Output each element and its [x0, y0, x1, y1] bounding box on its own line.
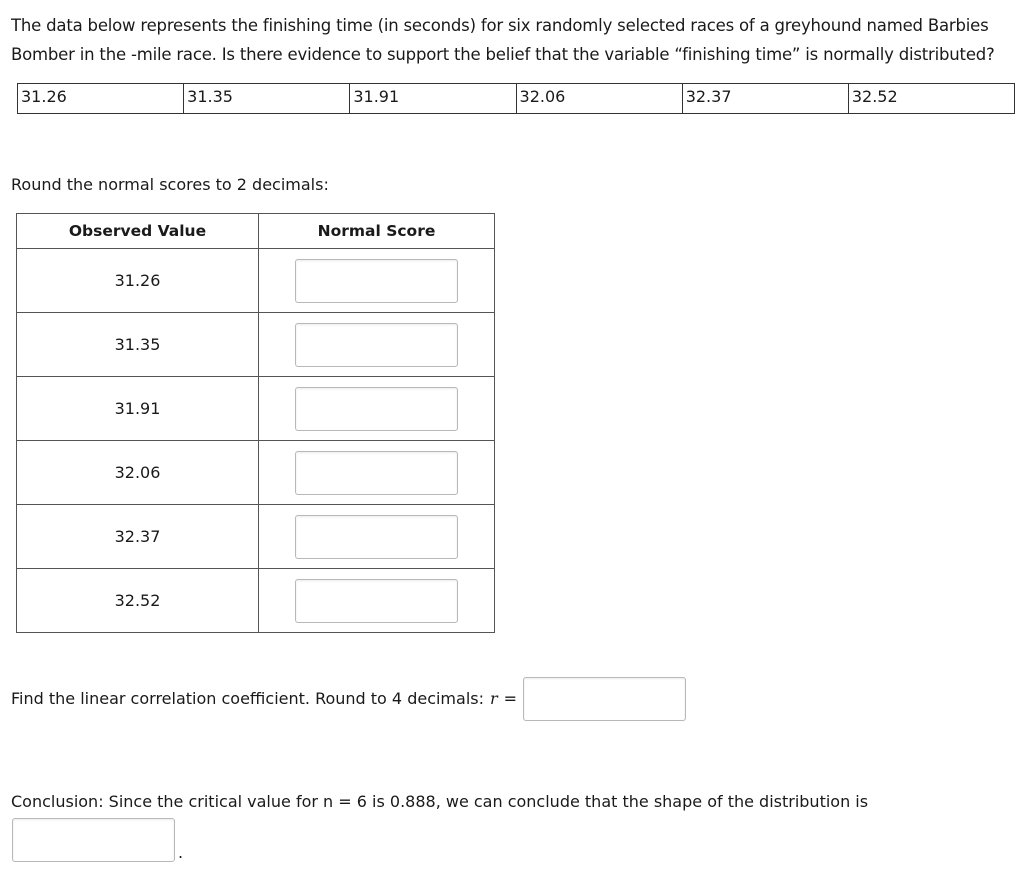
correlation-line [11, 677, 686, 720]
conclusion-input[interactable] [12, 818, 175, 862]
normal-scores-table [16, 213, 495, 633]
data-values-row [17, 83, 1015, 114]
normal-score-input[interactable] [295, 579, 458, 623]
data-value-cell: 32.37 [683, 84, 849, 113]
question-text: The data below represents the finishing time (in seconds) for six randomly selected races of a greyhound named Barbies Bomber in the -mile race. Is there evidence to support the belief that the variable “finishing time” is normally distributed? [11, 16, 995, 64]
data-value-cell: 32.52 [851, 87, 898, 106]
data-value-cell: 32.06 [517, 84, 683, 113]
equals-sign: = [503, 689, 518, 708]
conclusion-answer [12, 818, 183, 862]
table-row [17, 313, 495, 377]
normal-score-input[interactable] [295, 387, 458, 431]
table-header-row [17, 214, 495, 249]
correlation-prompt: Find the linear correlation coefficient. Round to 4 decimals: [11, 689, 484, 708]
data-value-cell: 31.26 [18, 84, 184, 113]
normal-score-cell [259, 313, 495, 377]
table-row [17, 441, 495, 505]
normal-score-input[interactable] [295, 259, 458, 303]
table-row [17, 569, 495, 633]
data-value-cell: 31.91 [350, 84, 516, 113]
observed-value: 32.37 [17, 505, 259, 569]
observed-value: 31.91 [17, 377, 259, 441]
conclusion-text: Conclusion: Since the critical value for n = 6 is 0.888, we can conclude that the shape of the distribution is [11, 792, 869, 811]
correlation-input[interactable] [523, 677, 686, 721]
normal-score-header: Normal Score [259, 214, 495, 249]
observed-value: 32.06 [17, 441, 259, 505]
table-row [17, 377, 495, 441]
normal-score-cell [259, 249, 495, 313]
observed-value: 31.35 [17, 313, 259, 377]
normal-score-input[interactable] [295, 515, 458, 559]
table-row [17, 505, 495, 569]
observed-value: 32.52 [17, 569, 259, 633]
observed-value: 31.26 [17, 249, 259, 313]
conclusion-period: . [178, 843, 184, 862]
r-variable: r [490, 689, 498, 708]
normal-score-cell [259, 377, 495, 441]
data-value-cell: 31.35 [184, 84, 350, 113]
normal-score-cell [259, 441, 495, 505]
normal-score-input[interactable] [295, 323, 458, 367]
normal-score-input[interactable] [295, 451, 458, 495]
table-row [17, 249, 495, 313]
normal-score-cell [259, 505, 495, 569]
normal-score-cell [259, 569, 495, 633]
observed-value-header: Observed Value [17, 214, 259, 249]
round-instruction: Round the normal scores to 2 decimals: [11, 175, 329, 194]
